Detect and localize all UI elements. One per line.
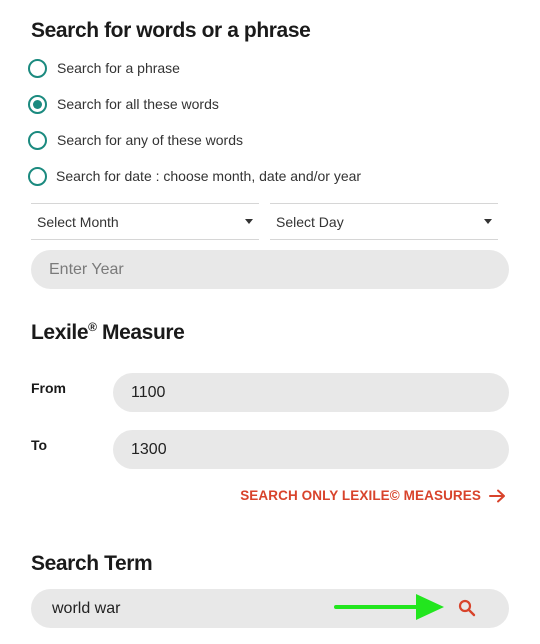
radio-option-any-words[interactable] [28, 129, 243, 151]
day-select-value: Select Day [276, 213, 344, 230]
search-term-title: Search Term [31, 552, 153, 575]
month-select[interactable] [31, 203, 259, 240]
search-only-lexile-label: SEARCH ONLY LEXILE© MEASURES [240, 488, 481, 503]
from-label: From [31, 380, 66, 396]
radio-button-selected[interactable] [28, 95, 47, 114]
search-icon[interactable] [458, 599, 476, 617]
radio-option-date[interactable] [28, 165, 361, 187]
radio-button[interactable] [28, 167, 47, 186]
caret-down-icon [484, 219, 492, 224]
search-term-value: world war [52, 599, 121, 617]
lexile-from-value: 1100 [131, 383, 166, 401]
lexile-title [31, 321, 184, 345]
day-select[interactable] [270, 203, 498, 240]
lexile-to-input[interactable] [113, 430, 509, 469]
lexile-title-suffix: Measure [96, 321, 185, 344]
radio-button[interactable] [28, 59, 47, 78]
caret-down-icon [245, 219, 253, 224]
registered-mark: ® [88, 320, 97, 334]
radio-label: Search for any of these words [57, 132, 243, 148]
radio-label: Search for a phrase [57, 60, 180, 76]
annotation-arrow-icon [334, 592, 446, 622]
radio-label: Search for date : choose month, date and/or year [56, 168, 362, 184]
lexile-title-text: Lexile [31, 321, 89, 344]
lexile-from-input[interactable] [113, 373, 509, 412]
arrow-right-icon [489, 489, 506, 503]
radio-label: Search for all these words [57, 96, 219, 112]
month-select-value: Select Month [37, 213, 119, 230]
radio-option-all-words[interactable] [28, 93, 219, 115]
radio-button[interactable] [28, 131, 47, 150]
lexile-to-value: 1300 [131, 440, 167, 458]
search-words-title: Search for words or a phrase [31, 19, 311, 42]
year-input-placeholder: Enter Year [49, 260, 124, 278]
to-label: To [31, 437, 48, 453]
radio-option-phrase[interactable] [28, 57, 180, 79]
year-input[interactable] [31, 250, 509, 289]
search-only-lexile-link[interactable] [240, 488, 506, 503]
